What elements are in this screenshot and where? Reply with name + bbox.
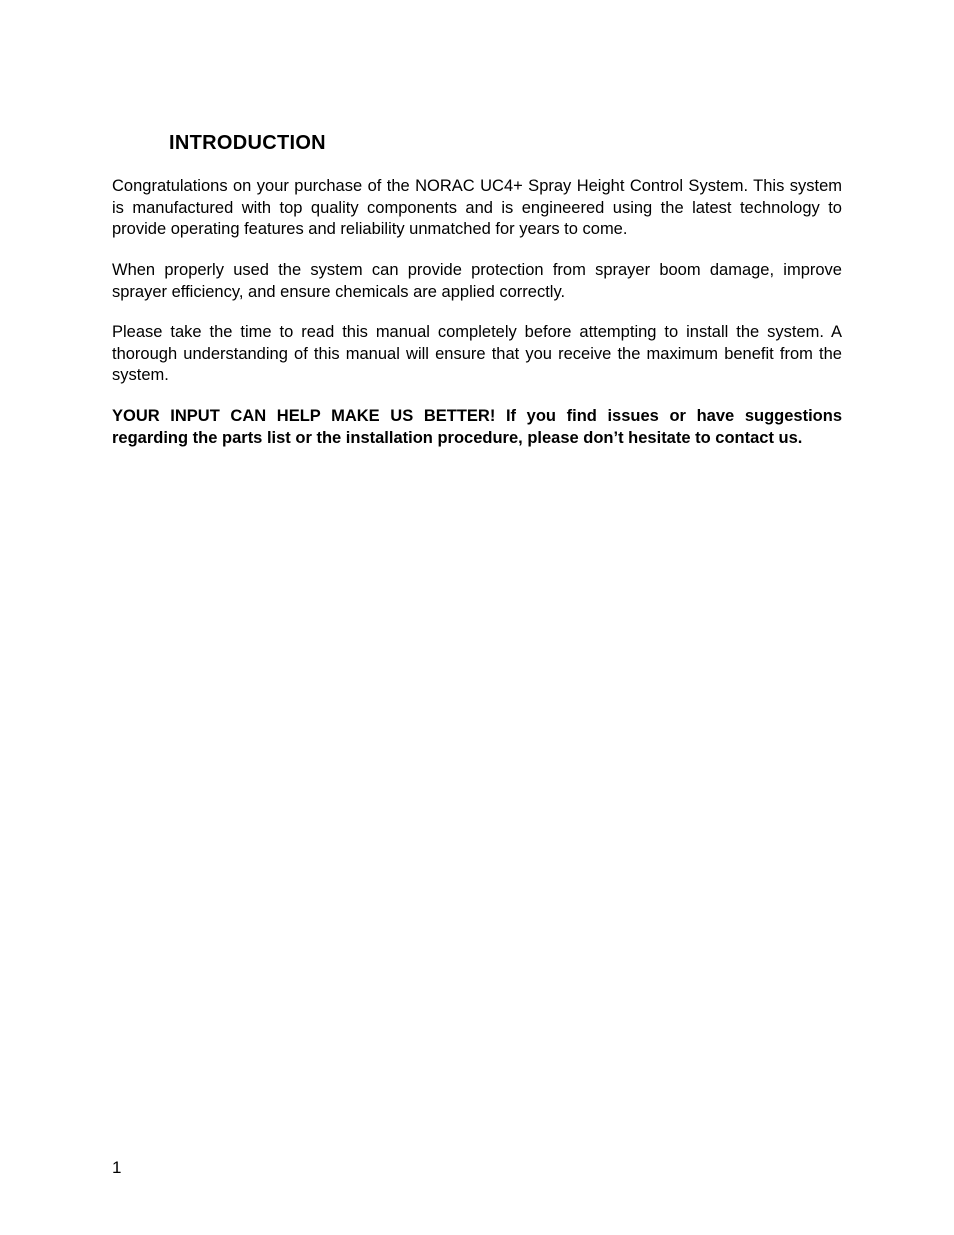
intro-paragraph-read-manual: Please take the time to read this manual completely before attempting to install the system. A thorough understanding of this manual will ensure that you receive the maximum benefit from the system. bbox=[112, 323, 842, 384]
intro-paragraph-benefits: When properly used the system can provide protection from sprayer boom damage, improve sprayer efficiency, and ensure chemicals are applied correctly. bbox=[112, 261, 842, 301]
intro-paragraph-congratulations: Congratulations on your purchase of the NORAC UC4+ Spray Height Control System. This system is manufactured with top quality components and is engineered using the latest technology to provide operating features and reliability unmatched for years to come. bbox=[112, 177, 842, 238]
section-heading: INTRODUCTION bbox=[169, 132, 326, 154]
intro-paragraph-feedback: YOUR INPUT CAN HELP MAKE US BETTER! If you find issues or have suggestions regarding the parts list or the installation procedure, please don’t hesitate to contact us. bbox=[112, 407, 842, 447]
page-number: 1 bbox=[112, 1158, 122, 1177]
